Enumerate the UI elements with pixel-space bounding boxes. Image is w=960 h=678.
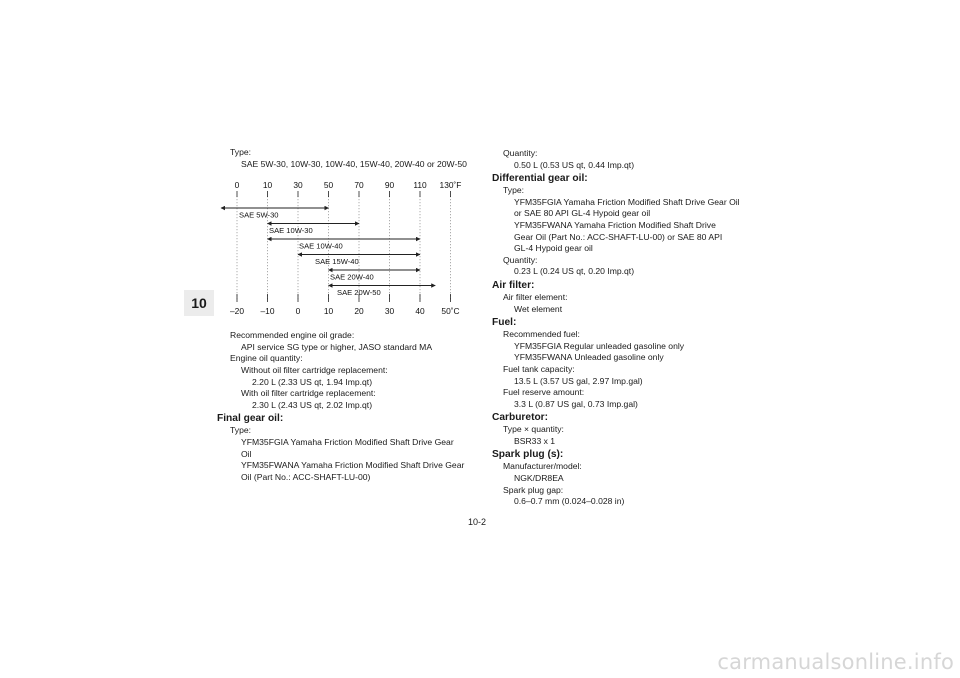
- fahrenheit-tick-label: 50: [323, 180, 334, 191]
- spark-model-label: Manufacturer/model:: [503, 461, 582, 472]
- oil-quantity-label: Engine oil quantity:: [230, 353, 303, 364]
- differential-heading: Differential gear oil:: [492, 173, 588, 185]
- diff-type-2: YFM35FWANA Yamaha Friction Modified Shaft Drive Gear Oil (Part No.: ACC-SHAFT-LU-00) or SAE 80 API GL-4 Hypoid gear oil: [514, 219, 723, 254]
- range-label: SAE 5W-30: [239, 210, 279, 220]
- final-gear-quantity-value: 0.50 L (0.53 US qt, 0.44 Imp.qt): [514, 159, 635, 170]
- air-filter-heading: Air filter:: [492, 279, 535, 291]
- fuel-recommended-1: YFM35FGIA Regular unleaded gasoline only: [514, 340, 685, 351]
- without-filter-value: 2.20 L (2.33 US qt, 1.94 Imp.qt): [252, 376, 373, 387]
- celsius-tick-label: –20: [230, 306, 244, 317]
- final-gear-heading: Final gear oil:: [217, 413, 284, 425]
- oil-viscosity-chart: [217, 176, 477, 324]
- final-gear-type-label: Type:: [230, 425, 252, 436]
- fahrenheit-tick-label: 10: [262, 180, 273, 191]
- celsius-tick-label: 40: [415, 306, 425, 317]
- diff-quantity-value: 0.23 L (0.24 US qt, 0.20 Imp.qt): [514, 266, 635, 277]
- fahrenheit-tick-label: 110: [413, 180, 427, 191]
- fuel-heading: Fuel:: [492, 317, 517, 329]
- without-filter-label: Without oil filter cartridge replacement:: [241, 364, 388, 375]
- diff-quantity-label: Quantity:: [503, 254, 538, 265]
- fuel-recommended-label: Recommended fuel:: [503, 329, 580, 340]
- range-label: SAE 15W-40: [315, 257, 359, 267]
- carb-type-label: Type × quantity:: [503, 424, 564, 435]
- page-number: 10-2: [468, 517, 487, 527]
- spark-plug-heading: Spark plug (s):: [492, 449, 564, 461]
- air-element-value: Wet element: [514, 303, 563, 314]
- fahrenheit-tick-label: 130˚F: [439, 180, 462, 191]
- oil-type-value: SAE 5W-30, 10W-30, 10W-40, 15W-40, 20W-40 or 20W-50: [241, 158, 467, 169]
- celsius-tick-label: 10: [323, 306, 334, 317]
- watermark: carmanualsonline.info: [717, 650, 954, 674]
- celsius-tick-label: 20: [354, 306, 364, 317]
- fuel-reserve-label: Fuel reserve amount:: [503, 387, 585, 398]
- fuel-tank-label: Fuel tank capacity:: [503, 363, 575, 374]
- air-element-label: Air filter element:: [503, 291, 568, 302]
- left-column: [217, 147, 477, 483]
- carb-type-value: BSR33 x 1: [514, 435, 556, 446]
- fuel-recommended-2: YFM35FWANA Unleaded gasoline only: [514, 352, 664, 363]
- range-label: SAE 10W-30: [269, 226, 313, 236]
- fahrenheit-tick-label: 90: [384, 180, 395, 191]
- fuel-reserve-value: 3.3 L (0.87 US gal, 0.73 Imp.gal): [514, 398, 638, 409]
- spark-gap-value: 0.6–0.7 mm (0.024–0.028 in): [514, 496, 625, 507]
- right-column: [492, 148, 752, 508]
- recommended-grade-value: API service SG type or higher, JASO standard MA: [241, 341, 433, 352]
- spark-model-value: NGK/DR8EA: [514, 473, 564, 484]
- celsius-tick-label: 0: [295, 306, 301, 317]
- celsius-tick-label: –10: [260, 306, 275, 317]
- fahrenheit-tick-label: 70: [354, 180, 364, 191]
- fuel-tank-value: 13.5 L (3.57 US gal, 2.97 Imp.gal): [514, 375, 643, 386]
- chapter-tab: 10: [184, 290, 214, 316]
- carburetor-heading: Carburetor:: [492, 412, 549, 424]
- fahrenheit-tick-label: 0: [234, 180, 240, 191]
- with-filter-value: 2.30 L (2.43 US qt, 2.02 Imp.qt): [252, 399, 373, 410]
- range-label: SAE 20W-50: [337, 288, 381, 298]
- fahrenheit-tick-label: 30: [293, 180, 303, 191]
- final-gear-type-1: YFM35FGIA Yamaha Friction Modified Shaft Drive Gear Oil: [241, 436, 454, 459]
- spark-gap-label: Spark plug gap:: [503, 484, 564, 495]
- final-gear-quantity-label: Quantity:: [503, 148, 538, 158]
- oil-type-label: Type:: [230, 147, 252, 157]
- diff-type-label: Type:: [503, 185, 525, 196]
- final-gear-type-2: YFM35FWANA Yamaha Friction Modified Shaft Drive Gear Oil (Part No.: ACC-SHAFT-LU-00): [241, 460, 465, 482]
- range-label: SAE 10W-40: [299, 241, 343, 251]
- celsius-tick-label: 30: [384, 306, 395, 317]
- with-filter-label: With oil filter cartridge replacement:: [241, 388, 376, 399]
- celsius-tick-label: 50˚C: [441, 306, 460, 317]
- diff-type-1: YFM35FGIA Yamaha Friction Modified Shaft Drive Gear Oil or SAE 80 API GL-4 Hypoid gear oil: [514, 196, 740, 219]
- recommended-grade-label: Recommended engine oil grade:: [230, 330, 355, 341]
- range-label: SAE 20W-40: [330, 272, 374, 282]
